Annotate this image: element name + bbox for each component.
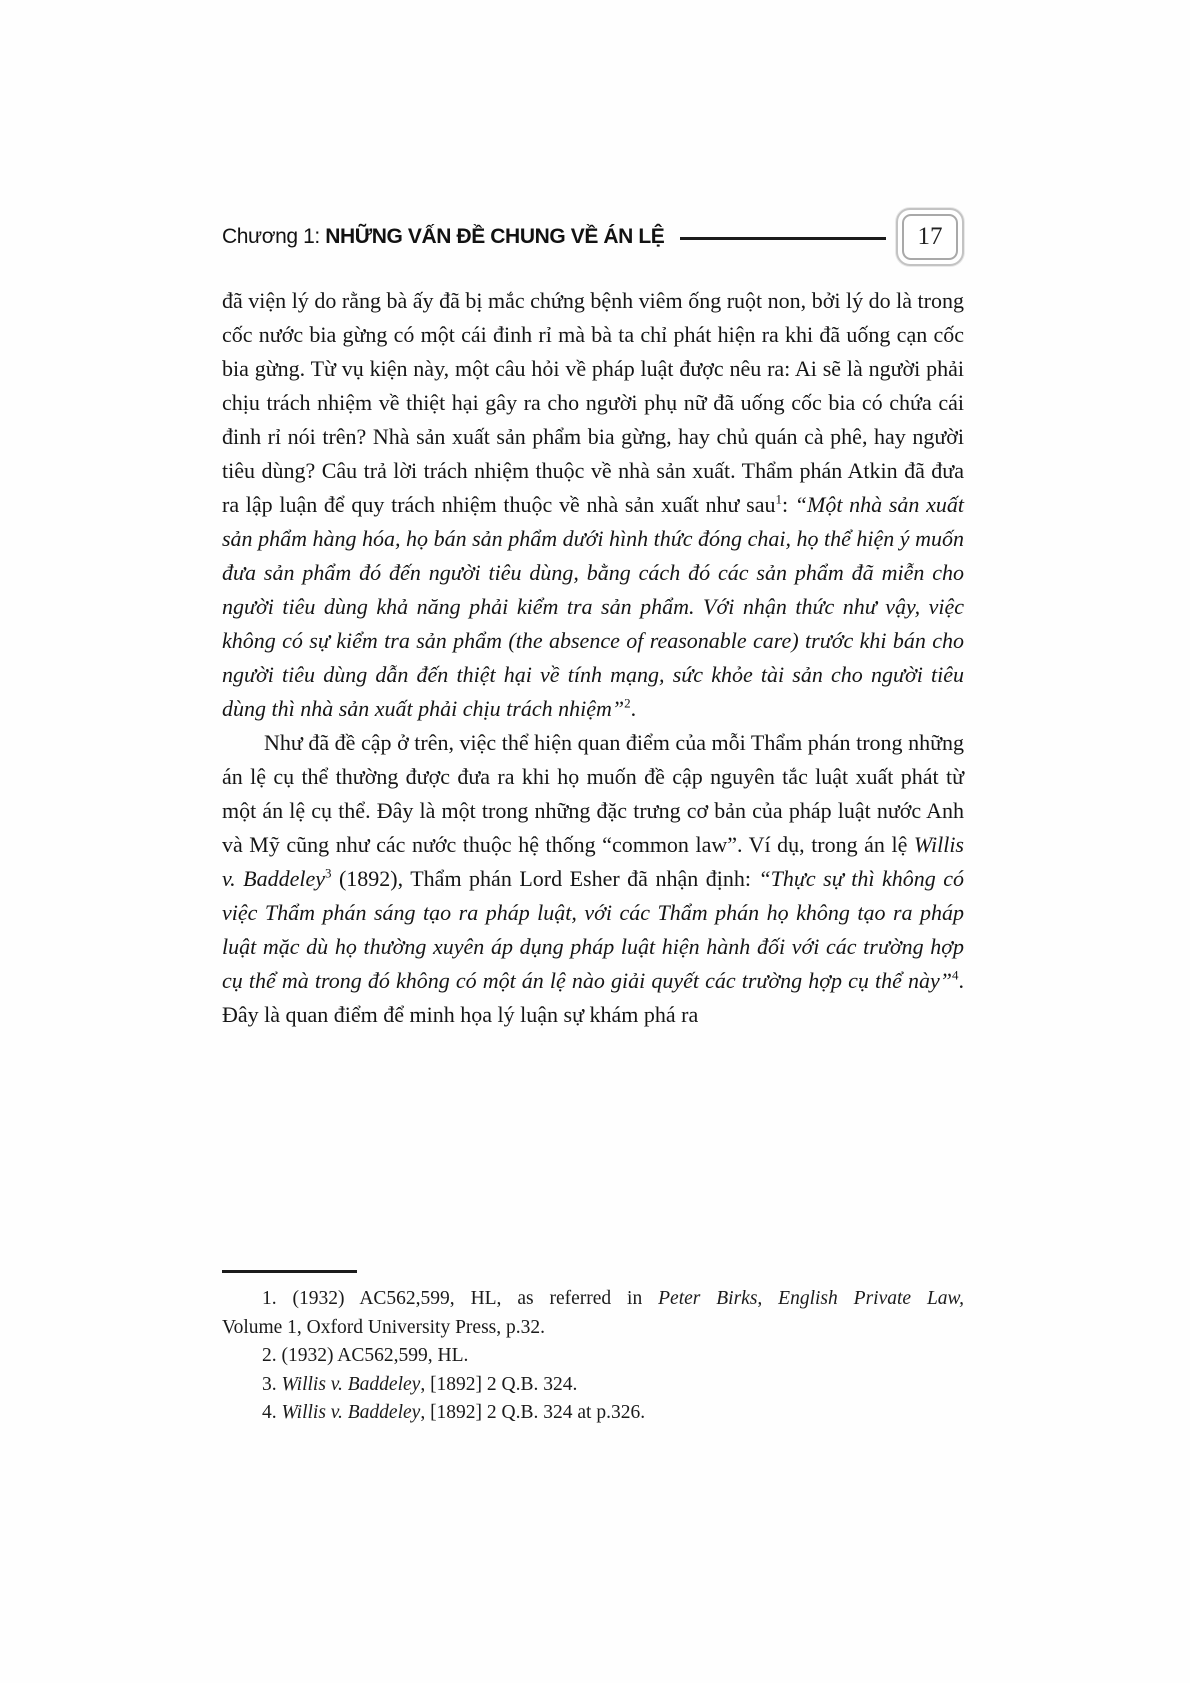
footnote-number: 4. bbox=[262, 1402, 282, 1423]
footnote-case-name: Willis v. Baddeley bbox=[281, 1373, 421, 1395]
chapter-title: NHỮNG VẤN ĐỀ CHUNG VỀ ÁN LỆ bbox=[325, 225, 665, 248]
footnote-2: 2. (1932) AC562,599, HL. bbox=[262, 1345, 469, 1366]
chapter-heading bbox=[222, 225, 664, 249]
footnote-number: 3. bbox=[262, 1373, 282, 1395]
footnote-ref-3: 3 bbox=[324, 865, 332, 881]
quoted-opinion-atkin: “Một nhà sản xuất sản phẩm hàng hóa, họ bán sản phẩm dưới hình thức đóng chai, họ thể hiện ý muốn đưa sản phẩm đó đến người tiêu dùng, bằng cách đó các sản phẩm đã miễn cho người tiêu dùng khả năng phải kiểm tra sản phẩm. Với nhận thức như vậy, việc không có sự kiểm tra sản phẩm (the absence of reasonable care) trước khi bán cho người tiêu dùng dẫn đến thiệt hại về tính mạng, sức khỏe tài sản cho người tiêu dùng thì nhà sản xuất phải chịu trách nhiệm” bbox=[222, 492, 964, 721]
page-header bbox=[222, 208, 964, 266]
footnote-divider-line bbox=[222, 1270, 357, 1273]
footnote-text: , [1892] 2 Q.B. 324 at p.326. bbox=[420, 1402, 646, 1423]
footnote-3 bbox=[222, 1371, 964, 1400]
footnote-ref-2: 2 bbox=[624, 695, 631, 711]
paragraph-1 bbox=[222, 284, 964, 726]
footnotes-section bbox=[222, 1270, 964, 1428]
footnote-ref-4: 4 bbox=[952, 967, 959, 983]
chapter-label: Chương 1: bbox=[222, 225, 326, 248]
footnote-1-line-1 bbox=[222, 1285, 964, 1314]
header-divider-line bbox=[680, 237, 886, 240]
footnote-source-title: Peter Birks, English Private Law, bbox=[658, 1288, 964, 1309]
body-run: . Đây là quan điểm để minh họa lý luận sự khám phá ra bbox=[222, 968, 964, 1027]
page-number-badge bbox=[896, 208, 964, 266]
footnote-text: 1. (1932) AC562,599, HL, as referred in bbox=[262, 1288, 659, 1309]
case-name: Willis v. Baddeley bbox=[222, 832, 964, 891]
body-run: (1892), Thẩm phán Lord Esher đã nhận định: bbox=[331, 866, 759, 891]
page-number-badge-inner bbox=[902, 214, 958, 260]
footnote-4 bbox=[222, 1399, 964, 1428]
footnote-ref-1: 1 bbox=[775, 491, 782, 507]
page-body bbox=[222, 284, 964, 1032]
footnote-text: , [1892] 2 Q.B. 324. bbox=[420, 1373, 578, 1395]
body-run: Như đã đề cập ở trên, việc thể hiện quan điểm của mỗi Thẩm phán trong những án lệ cụ thể thường được đưa ra khi họ muốn đề cập nguyên tắc luật xuất phát từ một án lệ cụ thể. Đây là một trong những đặc trưng cơ bản của pháp luật nước Anh và Mỹ cũng như các nước thuộc hệ thống “common law”. Ví dụ, trong án lệ bbox=[222, 730, 964, 857]
page-number: 17 bbox=[917, 223, 943, 250]
paragraph-2 bbox=[222, 726, 964, 1032]
body-run: đã viện lý do rằng bà ấy đã bị mắc chứng bệnh viêm ống ruột non, bởi lý do là trong cốc nước bia gừng có một cái đinh rỉ mà bà ta chỉ phát hiện ra khi đã uống cạn cốc bia gừng. Từ vụ kiện này, một câu hỏi về pháp luật được nêu ra: Ai sẽ là người phải chịu trách nhiệm về thiệt hại gây ra cho người phụ nữ đã uống cốc bia có chứa cái đinh rỉ nói trên? Nhà sản xuất sản phẩm bia gừng, hay chủ quán cà phê, hay người tiêu dùng? Câu trả lời trách nhiệm thuộc về nhà sản xuất. Thẩm phán Atkin đã đưa ra lập luận để quy trách nhiệm thuộc về nhà sản xuất như sau bbox=[222, 288, 964, 517]
quoted-opinion-esher: “Thực sự thì không có việc Thẩm phán sáng tạo ra pháp luật, với các Thẩm phán họ không tạo ra pháp luật mặc dù họ thường xuyên áp dụng pháp luật hiện hành đối với các trường hợp cụ thể mà trong đó không có một án lệ nào giải quyết các trường hợp cụ thể này” bbox=[222, 866, 964, 993]
footnote-case-name: Willis v. Baddeley bbox=[281, 1402, 421, 1423]
body-run: . bbox=[630, 696, 637, 721]
footnote-1-line-2: Volume 1, Oxford University Press, p.32. bbox=[222, 1316, 545, 1338]
body-run: : bbox=[781, 492, 795, 517]
